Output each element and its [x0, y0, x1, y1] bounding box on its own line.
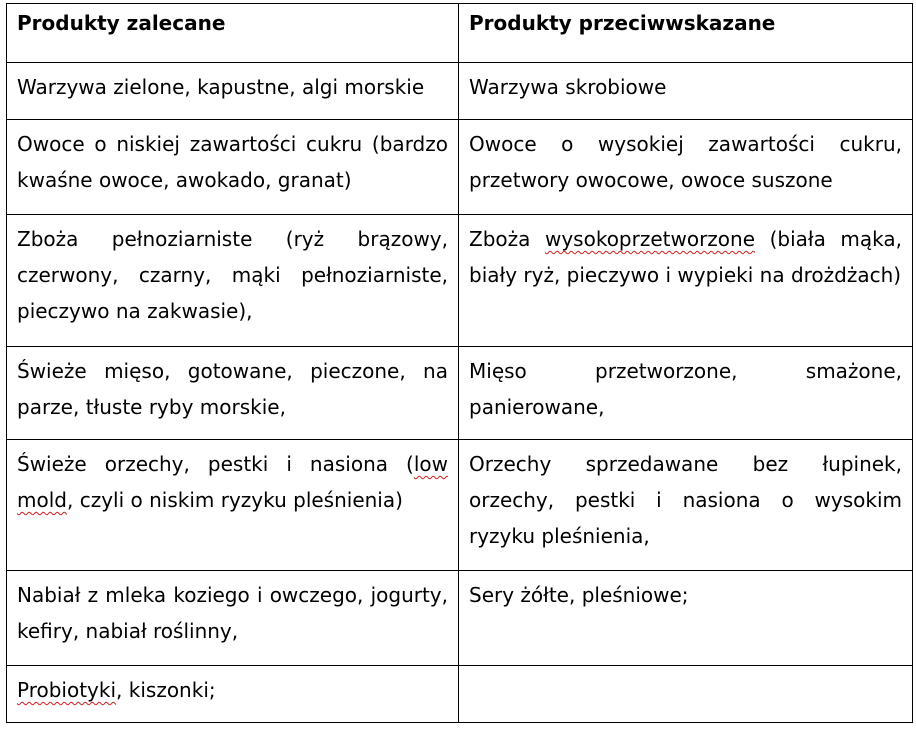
contraindicated-cell-empty[interactable] — [459, 666, 913, 723]
spellcheck-flagged-word[interactable]: mold — [17, 488, 67, 512]
table-row — [7, 571, 913, 666]
recommended-cell — [7, 440, 459, 571]
contraindicated-text: Zboża — [469, 227, 545, 251]
table-row — [7, 120, 913, 215]
table-row — [7, 63, 913, 120]
recommended-text: , kiszonki; — [116, 678, 216, 702]
contraindicated-cell: Sery żółte, pleśniowe; — [459, 571, 913, 666]
spellcheck-flagged-word[interactable]: Probiotyki — [17, 678, 117, 702]
food-recommendations-table — [6, 3, 913, 723]
table-row — [7, 440, 913, 571]
spellcheck-flagged-word[interactable]: low — [413, 452, 448, 476]
spellcheck-flagged-word[interactable]: wysokoprzetworzone — [544, 227, 756, 251]
table-header-row — [7, 4, 913, 63]
contraindicated-cell: Owoce o wysokiej zawartości cukru, przetwory owocowe, owoce suszone — [459, 120, 913, 215]
recommended-cell: Nabiał z mleka koziego i owczego, jogurty, kefiry, nabiał roślinny, — [7, 571, 459, 666]
contraindicated-cell: Mięso przetworzone, smażone, panierowane, — [459, 347, 913, 440]
recommended-cell: Świeże mięso, gotowane, pieczone, na parze, tłuste ryby morskie, — [7, 347, 459, 440]
table-row — [7, 666, 913, 723]
contraindicated-cell — [459, 215, 913, 347]
recommended-text: Świeże orzechy, pestki i nasiona ( — [17, 452, 414, 476]
header-recommended: Produkty zalecane — [7, 4, 459, 63]
header-contraindicated: Produkty przeciwwskazane — [459, 4, 913, 63]
recommended-cell: Owoce o niskiej zawartości cukru (bardzo kwaśne owoce, awokado, granat) — [7, 120, 459, 215]
contraindicated-cell: Orzechy sprzedawane bez łupinek, orzechy, pestki i nasiona o wysokim ryzyku pleśnienia, — [459, 440, 913, 571]
contraindicated-text: (biała mąka, biały ryż, pieczywo i wypieki na drożdżach) — [469, 227, 903, 287]
recommended-cell: Zboża pełnoziarniste (ryż brązowy, czerwony, czarny, mąki pełnoziarniste, pieczywo na zakwasie), — [7, 215, 459, 347]
recommended-cell — [7, 666, 459, 723]
table-row — [7, 215, 913, 347]
recommended-cell: Warzywa zielone, kapustne, algi morskie — [7, 63, 459, 120]
contraindicated-cell: Warzywa skrobiowe — [459, 63, 913, 120]
table-row — [7, 347, 913, 440]
recommended-text: , czyli o niskim ryzyku pleśnienia) — [66, 488, 403, 512]
